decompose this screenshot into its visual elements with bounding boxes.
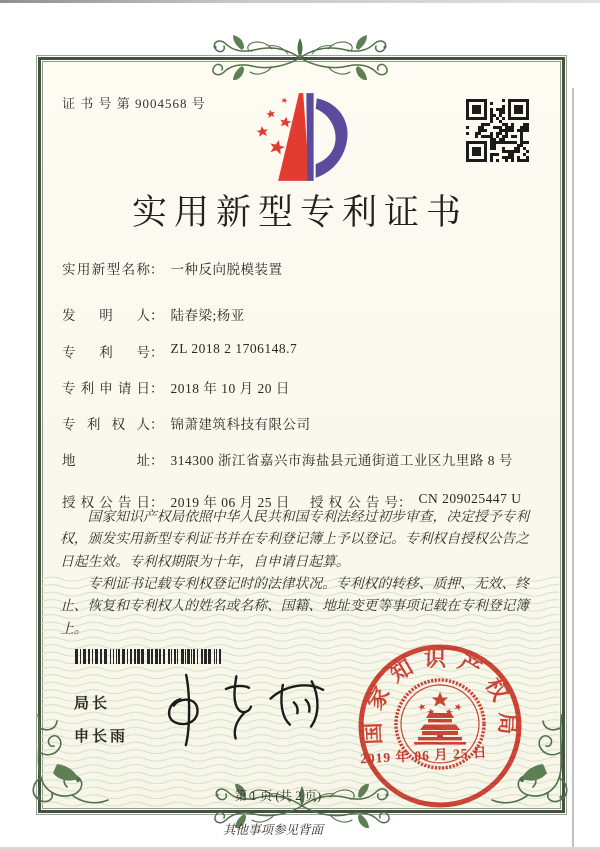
field-label: 专利号 — [62, 345, 150, 360]
border-ornament-top-center — [200, 34, 400, 80]
field-label: 专利权人 — [62, 417, 150, 432]
field-label: 实用新型名称 — [62, 262, 150, 277]
field-value: 一种反向脱模装置 — [170, 262, 283, 277]
field-row-name: 实用新型名称： 一种反向脱模装置 — [62, 258, 558, 278]
field-label: 授权公告号 — [310, 495, 398, 510]
field-value: 陆春梁;杨亚 — [170, 308, 245, 323]
legal-paragraph-2: 专利证书记载专利权登记时的法律状况。专利权的转移、质押、无效、终止、恢复和专利权人的姓名或名称、国籍、地址变更等事项记载在专利登记簿上。 — [60, 576, 530, 636]
field-value: 锦萧建筑科技有限公司 — [170, 417, 311, 432]
field-value: 314300 浙江省嘉兴市海盐县元通街道工业区九里路 8 号 — [170, 453, 513, 468]
seal-arc-text: 国家知识产权局 — [359, 646, 521, 745]
field-row-patent-number: 专利号： ZL 2018 2 1706148.7 — [62, 341, 298, 360]
field-row-filing-date: 专利申请日： 2018 年 10 月 20 日 — [62, 377, 558, 397]
grant-number-pair: 授权公告号： CN 209025447 U — [310, 491, 522, 510]
qr-code — [466, 99, 529, 162]
field-row-patentee: 专利权人： 锦萧建筑科技有限公司 — [62, 413, 558, 433]
field-value: CN 209025447 U — [418, 491, 522, 506]
field-label: 发明人 — [62, 308, 150, 323]
field-value: ZL 2018 2 1706148.7 — [170, 341, 298, 356]
page-number-note: 第 1 页 (共 2 页) — [234, 789, 322, 803]
legal-paragraph-1: 国家知识产权局依照中华人民共和国专利法经过初步审查，决定授予专利权，颁发实用新型专利证书并在专利登记簿上予以登记。专利权自授权公告之日起生效。专利权期限为十年，自申请日起算。 — [60, 509, 530, 569]
commissioner-name: 申长雨 — [74, 729, 129, 745]
field-label: 专利申请日 — [62, 381, 150, 396]
field-label: 授权公告日 — [62, 495, 150, 510]
field-value: 2018 年 10 月 20 日 — [170, 381, 290, 396]
field-row-grant: 授权公告日： 2019 年 06 月 25 日 授权公告号： CN 209025447 U — [62, 491, 522, 510]
legal-text — [60, 506, 542, 640]
field-value: 2019 年 06 月 25 日 — [170, 495, 290, 510]
seal-date: 2019 年 06 月 25 日 — [359, 744, 488, 767]
field-row-address: 地址： 314300 浙江省嘉兴市海盐县元通街道工业区九里路 8 号 — [62, 449, 558, 469]
commissioner-title: 局长 — [74, 696, 111, 712]
certificate-title: 实用新型专利证书 — [131, 193, 468, 232]
certificate-fields — [62, 258, 558, 511]
certificate-number: 证 书 号 第 9004568 号 — [62, 96, 206, 111]
field-label: 地址 — [62, 453, 150, 468]
commissioner-block — [74, 692, 128, 758]
cnipa-logo — [243, 90, 355, 184]
back-side-note: 其他事项参见背面 — [222, 823, 323, 837]
commissioner-signature — [155, 660, 333, 756]
field-row-inventor: 发明人： 陆春梁;杨亚 — [62, 304, 558, 324]
scan-edge-top — [0, 0, 600, 3]
